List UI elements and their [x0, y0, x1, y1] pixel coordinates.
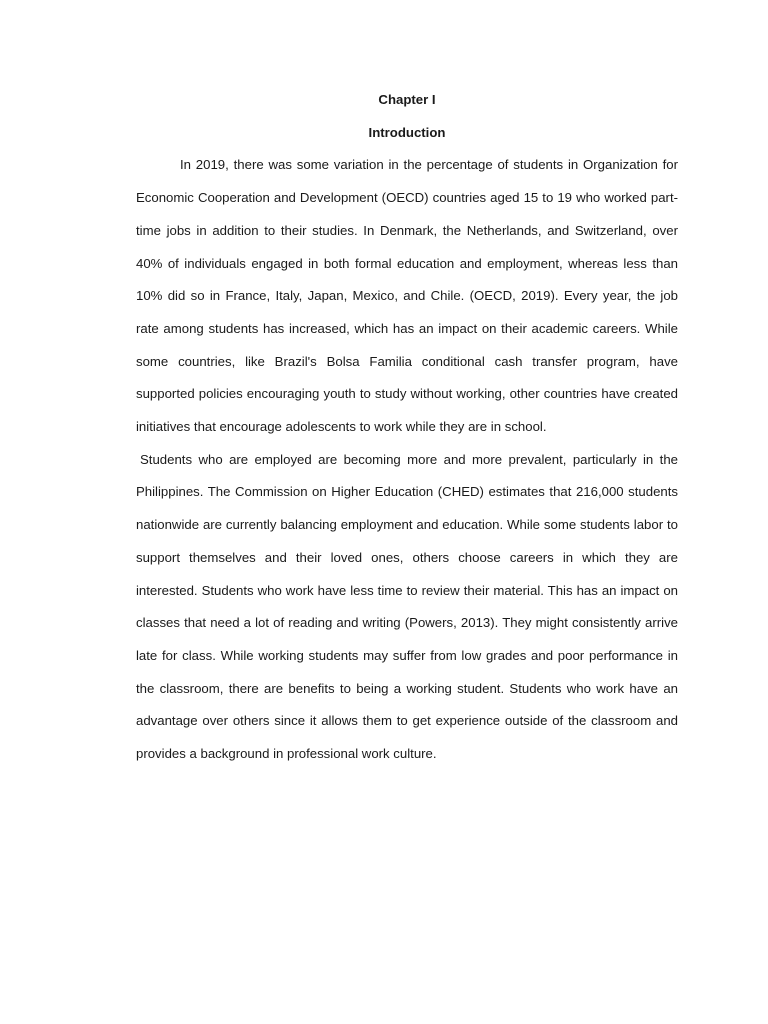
document-body — [136, 84, 678, 771]
section-heading: Introduction — [368, 124, 446, 140]
paragraph-1: In 2019, there was some variation in the percentage of students in Organization for Economic Cooperation and Development (OECD) countries aged 15 to 19 who worked part-time jobs in addition to their studies. In Denmark, the Netherlands, and Switzerland, over 40% of individuals engaged in both formal education and employment, whereas less than 10% did so in France, Italy, Japan, Mexico, and Chile. (OECD, 2019). Every year, the job rate among students has increased, which has an impact on their academic careers. While some countries, like Brazil's Bolsa Familia conditional cash transfer program, have supported policies encouraging youth to study without working, other countries have created initiatives that encourage adolescents to work while they are in school. — [136, 157, 678, 435]
paragraph-2: Students who are employed are becoming more and more prevalent, particularly in the Philippines. The Commission on Higher Education (CHED) estimates that 216,000 students nationwide are currently balancing employment and education. While some students labor to support themselves and their loved ones, others choose careers in which they are interested. Students who work have less time to review their material. This has an impact on classes that need a lot of reading and writing (Powers, 2013). They might consistently arrive late for class. While working students may suffer from low grades and poor performance in the classroom, there are benefits to being a working student. Students who work have an advantage over others since it allows them to get experience outside of the classroom and provides a background in professional work culture. — [136, 451, 678, 762]
chapter-heading: Chapter I — [378, 92, 436, 107]
